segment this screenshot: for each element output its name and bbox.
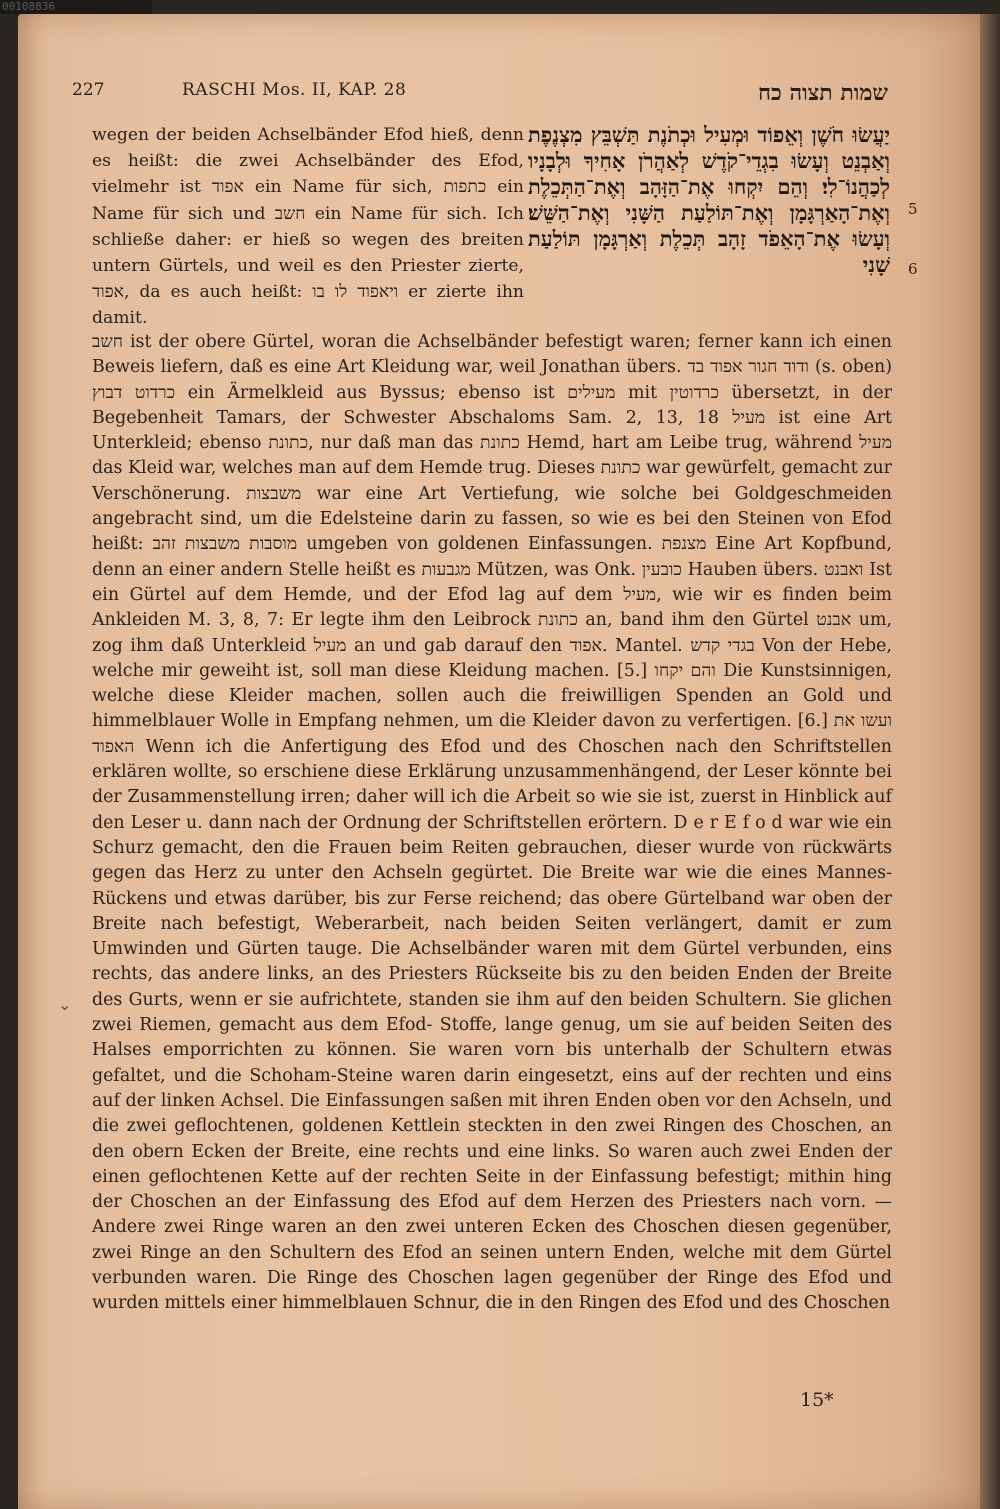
signature-mark: 15*: [800, 1389, 834, 1411]
hebrew-running-title: שמות תצוה כח: [758, 80, 888, 106]
page-edge: [980, 14, 1000, 1509]
margin-mark: ⌄: [58, 995, 72, 1014]
page-header: [72, 80, 892, 110]
verse-number-6: 6: [908, 260, 918, 278]
hebrew-verse-text: יַעֲשׂוּ חֹשֶׁן וְאֵפוֹד וּמְעִיל וּכְתֹנֶת תַּשְׁבֵּץ מִצְנֶפֶת וְאַבְנֵט וְעָשׂוּ בִגְדֵי־קֹדֶשׁ לְאַהֲרֹן אָחִיךָ וּלְבָנָיו לְכַהֲנוֹ־לִי׃ וְהֵם יִקְחוּ אֶת־הַזָּהָב וְאֶת־הַתְּכֵלֶת וְאֶת־הָאַרְגָּמָן וְאֶת־תּוֹלַעַת הַשָּׁנִי וְאֶת־הַשֵּׁשׁ׃ וְעָשׂוּ אֶת־הָאֵפֹד זָהָב תְּכֵלֶת וְאַרְגָּמָן תּוֹלַעַת שָׁנִי: [528, 122, 890, 277]
page-number: 227: [72, 80, 105, 100]
running-title: RASCHI Mos. II, KAP. 28: [182, 80, 407, 100]
commentary-body: חשב ist der obere Gürtel, woran die Achselbänder befestigt waren; ferner kann ich einen Beweis liefern, daß es eine Art Kleidung war, weil Jonathan übers. ודוד חגור אפוד בד (s. oben) כרדוט דבוץ ein Ärmelkleid aus Byssus; ebenso ist מעילים mit כרדוטין übersetzt, in der Begebenheit Tamars, der Schwester Abschaloms Sam. 2, 13, 18 מעיל ist eine Art Unterkleid; ebenso כתונת, nur daß man das כתונת Hemd, hart am Leibe trug, während מעיל das Kleid war, welches man auf dem Hemde trug. Dieses כתונת war gewürfelt, gemacht zur Verschönerung. משבצות war eine Art Vertiefung, wie solche bei Goldgeschmeiden angebracht sind, um die Edelsteine darin zu fassen, so wie es bei den Steinen von Efod heißt: מוסבות משבצות זהב umgeben von goldenen Einfassungen. מצנפת Eine Art Kopfbund, denn an einer andern Stelle heißt es מגבעות Mützen, was Onk. כובעין Hauben übers. ואבנט Ist ein Gürtel auf dem Hemde, und der Efod lag auf dem מעיל, wie wir es finden beim Ankleiden M. 3, 8, 7: Er legte ihm den Leibrock כתונת an, band ihm den Gürtel אבנט um, zog ihm daß Unterkleid מעיל an und gab darauf den אפוד. Mantel. בגדי קדש Von der Hebe, welche mir geweiht ist, soll man diese Kleidung machen. [5.] והם יקחו Die Kunstsinnigen, welche diese Kleider machen, sollen auch die freiwilligen Spenden an Gold und himmelblauer Wolle in Empfang nehmen, um die Kleider davon zu verfertigen. [6.] ועשו את האפוד Wenn ich die Anfertigung des Efod und des Choschen nach den Schriftstellen erklären wollte, so erschiene diese Erklärung unzusammenhängend, der Leser könnte bei der Zusammenstellung irren; daher will ich die Arbeit so wie sie ist, zuerst in Hinblick auf den Leser u. dann nach der Ordnung der Schriftstellen erörtern. D e r E f o d war wie ein Schurz gemacht, den die Frauen beim Reiten gebrauchen, dieser wurde von rückwärts gegen das Herz zu unter den Achseln gegürtet. Die Breite war wie die eines Mannes-Rückens und etwas darüber, bis zur Ferse reichend; das obere Gürtelband war oben der Breite nach befestigt, Weberarbeit, nach beiden Seiten verlängert, damit er zum Umwinden und Gürten tauge. Die Achselbänder waren mit dem Gürtel verbunden, eins rechts, das andere links, an des Priesters Rückseite bis zu den beiden Enden der Breite des Gurts, wenn er sie aufrichtete, standen sie ihm auf den beiden Schultern. Sie glichen zwei Riemen, gemacht aus dem Efod- Stoffe, lange genug, um sie auf beiden Seiten des Halses emporrichten zu können. Sie waren vorn bis unterhalb der Schultern etwas gefaltet, und die Schoham-Steine waren darin eingesetzt, eins auf der rechten und eins auf der linken Achsel. Die Einfassungen saßen mit ihren Enden oben vor den Achseln, und die zwei geflochtenen, goldenen Kettlein steckten in den zwei Ringen des Choschen, an den obern Ecken der Breite, eine rechts und eine links. So waren auch zwei Enden der einen geflochtenen Kette auf der rechten Seite in der Einfassung befestigt; mithin hing der Choschen an der Einfassung des Efod auf dem Herzen des Priesters nach vorn. — Andere zwei Ringe waren an den zwei unteren Ecken des Choschen diesen gegenüber, zwei Ringe an den Schultern des Efod an seinen untern Enden, welche mit dem Gürtel verbunden waren. Die Ringe des Choschen lagen gegenüber der Ringe des Efod und wurden mittels einer himmelblauen Schnur, die in den Ringen des Efod und des Choschen: [92, 332, 893, 1314]
verse-number-5: 5: [908, 200, 918, 218]
commentary-left-column: wegen der beiden Achselbänder Efod hieß, denn es heißt: die zwei Achselbänder des Efod, vielmehr ist אפוד ein Name für sich, כתפות ein Name für sich und חשב ein Name für sich. Ich schließe daher: er hieß so wegen des breiten untern Gürtels, und weil es den Priester zierte, אפוד, da es auch heißt: ויאפוד לו בו er zierte ihn damit.: [92, 125, 524, 329]
scan-id: 00108836: [0, 0, 152, 14]
